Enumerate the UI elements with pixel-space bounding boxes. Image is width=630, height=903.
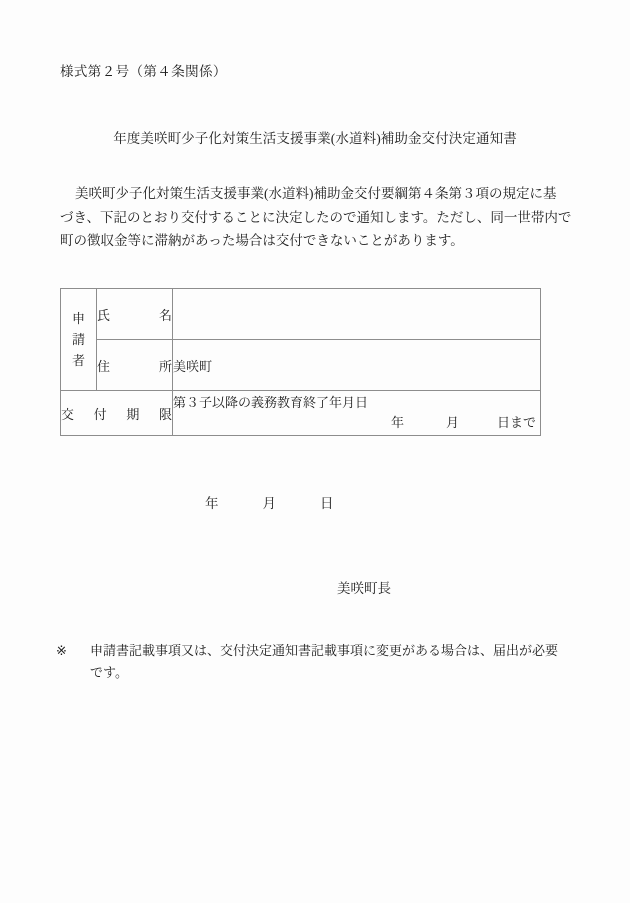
table-row-deadline xyxy=(61,391,541,436)
deadline-row-label xyxy=(61,391,173,436)
applicant-vertical-label xyxy=(61,289,97,391)
form-number-label: 様式第２号（第４条関係） xyxy=(60,64,227,79)
body-paragraph xyxy=(60,182,578,253)
deadline-description: 第３子以降の義務教育終了年月日 xyxy=(173,395,369,410)
deadline-month-label: 月 xyxy=(445,415,459,430)
name-label-char-2: 名 xyxy=(158,307,172,323)
deadline-date-blanks xyxy=(173,413,540,433)
document-title: 年度美咲町少子化対策生活支援事業(水道料)補助金交付決定通知書 xyxy=(113,131,517,146)
issuer-signature: 美咲町長 xyxy=(337,581,391,596)
table-row-address xyxy=(61,340,541,391)
footnote-note xyxy=(56,640,586,684)
footnote-line-1: 申請書記載事項又は、交付決定通知書記載事項に変更がある場合は、届出が必要 xyxy=(90,643,559,658)
deadline-label-char-2: 付 xyxy=(93,406,107,422)
body-paragraph-line-1: 美咲町少子化対策生活支援事業(水道料)補助金交付要綱第４条第３項の規定に基 xyxy=(75,186,557,201)
issue-date-line xyxy=(60,492,570,512)
name-input-cell[interactable] xyxy=(173,289,541,340)
deadline-value-cell[interactable] xyxy=(173,391,541,436)
deadline-year-label: 年 xyxy=(390,415,404,430)
issue-date-year-label: 年 xyxy=(205,496,219,511)
address-input-cell[interactable] xyxy=(173,340,541,391)
body-paragraph-line-3: 町の徴収金等に滞納があった場合は交付できないことがあります。 xyxy=(60,233,464,248)
name-label-char-1: 氏 xyxy=(97,307,111,323)
address-row-label xyxy=(97,340,173,391)
name-row-label xyxy=(97,289,173,340)
issue-date-month-label: 月 xyxy=(262,496,276,511)
issue-date-day-label: 日 xyxy=(320,496,334,511)
address-label-char-2: 所 xyxy=(158,358,172,374)
table-row-name xyxy=(61,289,541,340)
address-label-char-1: 住 xyxy=(97,358,111,374)
deadline-label-char-3: 期 xyxy=(126,406,140,422)
applicant-details-table xyxy=(60,288,541,436)
deadline-label-char-1: 交 xyxy=(61,406,75,422)
footnote-mark-icon: ※ xyxy=(56,643,67,658)
deadline-day-label: 日まで xyxy=(496,415,536,430)
deadline-label-char-4: 限 xyxy=(158,406,172,422)
footnote-line-2: です。 xyxy=(90,665,128,680)
applicant-label-char-1: 申 xyxy=(71,311,85,326)
applicant-label-char-2: 請 xyxy=(71,332,85,347)
body-paragraph-line-2: づき、下記のとおり交付することに決定したので通知します。ただし、同一世帯内で xyxy=(60,209,572,225)
address-value: 美咲町 xyxy=(173,358,213,374)
applicant-label-char-3: 者 xyxy=(71,353,85,368)
